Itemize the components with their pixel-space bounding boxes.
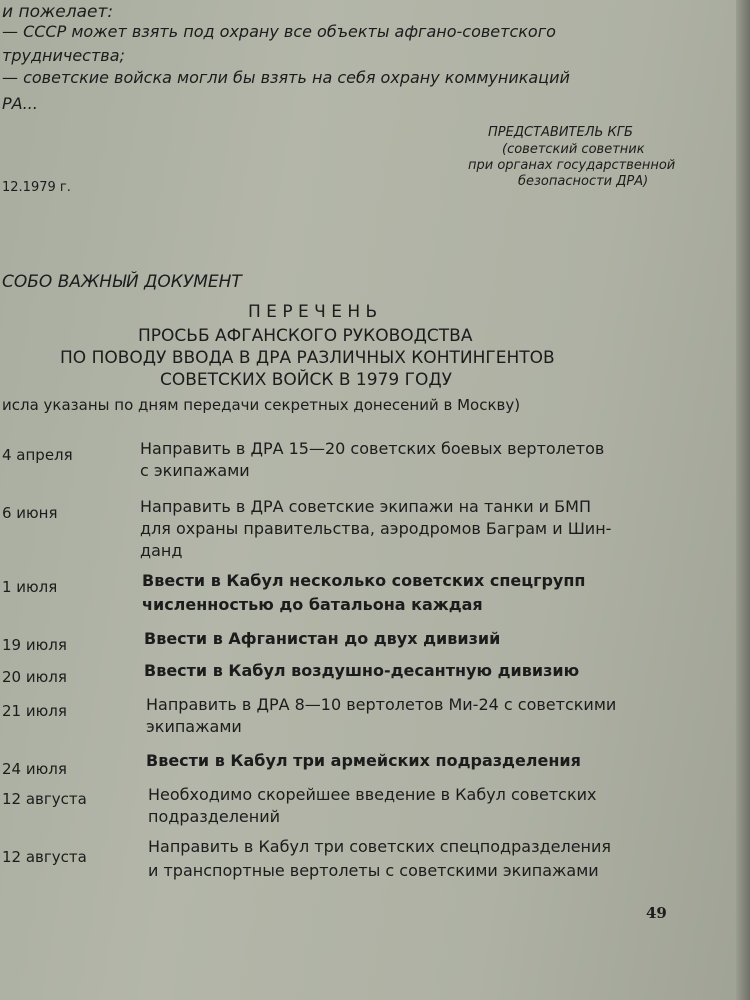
entry-date: 12 августа xyxy=(2,848,87,866)
intro-line: трудничества; xyxy=(2,46,125,65)
entry-text: Направить в ДРА 15—20 советских боевых вертолетов xyxy=(140,439,605,458)
entry-text: для охраны правительства, аэродромов Баграм и Шин- xyxy=(140,519,612,538)
page-edge xyxy=(736,0,750,1000)
entry-date: 21 июля xyxy=(2,702,67,720)
entry-text: с экипажами xyxy=(140,461,250,480)
entry-text: Ввести в Афганистан до двух дивизий xyxy=(144,629,501,648)
document-date: 12.1979 г. xyxy=(2,180,71,195)
entry-text: подразделений xyxy=(148,807,281,826)
intro-line: — СССР может взять под охрану все объекты афгано-советского xyxy=(2,22,556,41)
title-line: ПО ПОВОДУ ВВОДА В ДРА РАЗЛИЧНЫХ КОНТИНГЕНТОВ xyxy=(60,348,555,368)
entry-text: и транспортные вертолеты с советскими экипажами xyxy=(148,861,599,880)
entry-date: 1 июля xyxy=(2,578,58,596)
entry-text: Ввести в Кабул три армейских подразделения xyxy=(146,751,581,770)
page-number: 49 xyxy=(646,904,667,922)
intro-line: — советские войска могли бы взять на себя охрану коммуникаций xyxy=(2,68,570,87)
entry-text: экипажами xyxy=(146,717,242,736)
entry-date: 12 августа xyxy=(2,790,87,808)
signature-line: (советский советник xyxy=(502,142,645,157)
entry-date: 20 июля xyxy=(2,668,67,686)
section-heading: СОБО ВАЖНЫЙ ДОКУМЕНТ xyxy=(2,272,242,292)
entry-date: 4 апреля xyxy=(2,446,73,464)
entry-text: Направить в ДРА 8—10 вертолетов Ми-24 с советскими xyxy=(146,695,617,714)
signature-line: безопасности ДРА) xyxy=(518,174,649,189)
entry-text: Направить в Кабул три советских спецподразделения xyxy=(148,837,612,856)
signature-title: ПРЕДСТАВИТЕЛЬ КГБ xyxy=(488,125,633,140)
title-line: ПРОСЬБ АФГАНСКОГО РУКОВОДСТВА xyxy=(138,326,473,346)
title-line: СОВЕТСКИХ ВОЙСК В 1979 ГОДУ xyxy=(160,370,452,390)
intro-line: и пожелает: xyxy=(2,2,114,22)
entry-text: данд xyxy=(140,541,183,560)
entry-date: 24 июля xyxy=(2,760,67,778)
entry-text: численностью до батальона каждая xyxy=(142,595,483,614)
entry-date: 19 июля xyxy=(2,636,67,654)
entry-text: Ввести в Кабул несколько советских спецгрупп xyxy=(142,571,586,590)
note: исла указаны по дням передачи секретных донесений в Москву) xyxy=(2,396,521,414)
entry-date: 6 июня xyxy=(2,504,58,522)
entry-text: Ввести в Кабул воздушно-десантную дивизию xyxy=(144,661,580,680)
signature-line: при органах государственной xyxy=(468,158,676,173)
entry-text: Направить в ДРА советские экипажи на танки и БМП xyxy=(140,497,591,516)
title-line: П Е Р Е Ч Е Н Ь xyxy=(248,302,378,322)
entry-text: Необходимо скорейшее введение в Кабул советских xyxy=(148,785,597,804)
intro-line: РА... xyxy=(2,94,38,113)
